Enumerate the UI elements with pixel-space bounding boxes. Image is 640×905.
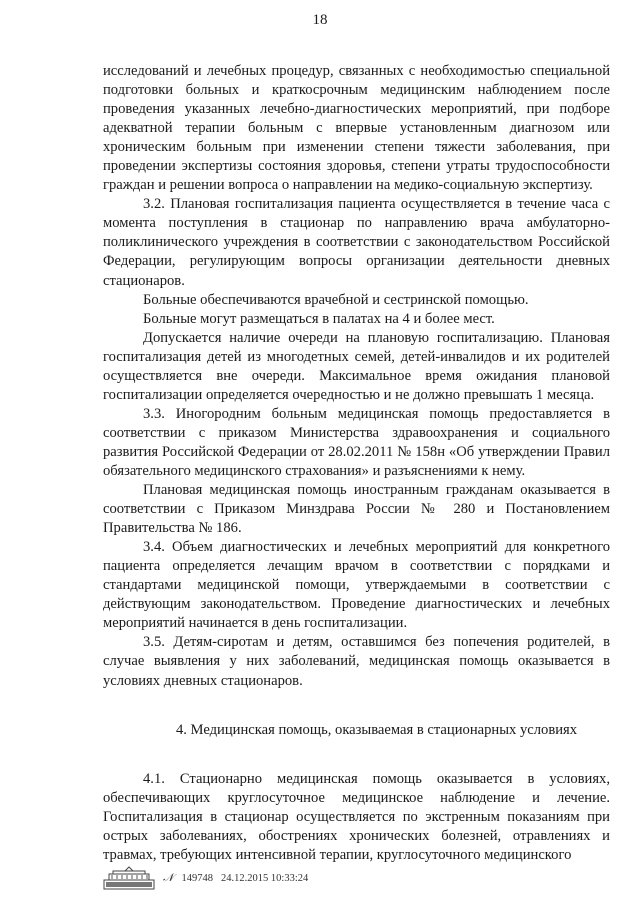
registry-stamp-image (103, 866, 155, 890)
footer-timestamp: 24.12.2015 10:33:24 (221, 872, 309, 884)
paragraph-foreign-citizens: Плановая медицинская помощь иностранным гражданам оказывается в соответствии с Приказом Минздрава России № 280 и Постановлением Правительства № 186. (103, 482, 610, 537)
document-body (103, 62, 610, 865)
document-footer (103, 866, 308, 890)
paragraph-intro: исследований и лечебных процедур, связанных с необходимостью специальной подготовки больных и краткосрочным медицинским наблюдением после проведения указанных лечебно-диагностических мероприятий, при подборе адекватной терапии больным с впервые установленным диагнозом или хроническим больным при изменении степени тяжести заболевания, при проведении экспертизы состояния здоровья, степени утраты трудоспособности граждан и решении вопроса о направлении на медико-социальную экспертизу. (103, 63, 610, 194)
paragraph-3-3: 3.3. Иногородним больным медицинская помощь предоставляется в соответствии с приказом Министерства здравоохранения и социального развития Российской Федерации от 28.02.2011 № 158н «Об утверждении Правил обязательного медицинского страхования» и разъяснениями к нему. (103, 405, 610, 479)
paragraph-3-2: 3.2. Плановая госпитализация пациента осуществляется в течение часа с момента поступления в стационар по направлению врача амбулаторно-поликлинического учреждения в соответствии с законодательством Российской Федерации, регулирующим вопросы организации деятельности дневных стационаров. (103, 196, 610, 289)
section-heading: 4. Медицинская помощь, оказываемая в стационарных условиях (175, 721, 578, 738)
paragraph-care-provided: Больные обеспечиваются врачебной и сестринской помощью. (143, 291, 529, 308)
page-number: 18 (312, 12, 328, 28)
paragraph-4-1: 4.1. Стационарно медицинская помощь оказывается в условиях, обеспечивающих круглосуточное медицинское наблюдение и лечение. Госпитализация в стационар осуществляется по экстренным показаниям при острых заболеваниях, обострениях хронических болезней, отравлениях и травмах, требующих интенсивной терапии, круглосуточного медицинского (103, 770, 610, 863)
paragraph-3-4: 3.4. Объем диагностических и лечебных мероприятий для конкретного пациента определяется лечащим врачом в соответствии с порядками и стандартами медицинской помощи, утверждаемыми в соответствии с действующим законодательством. Проведение диагностических и лечебных мероприятий начинается в день госпитализации. (103, 539, 610, 632)
pen-signature-icon: 𝒩 (163, 871, 174, 884)
footer-doc-id: 149748 (181, 872, 214, 884)
paragraph-ward-capacity: Больные могут размещаться в палатах на 4 и более мест. (143, 310, 495, 327)
paragraph-3-5: 3.5. Детям-сиротам и детям, оставшимся без попечения родителей, в случае выявления у них заболеваний, медицинская помощь оказывается в условиях дневных стационаров. (103, 634, 610, 689)
paragraph-queue: Допускается наличие очереди на плановую госпитализацию. Плановая госпитализация детей из многодетных семей, детей-инвалидов и их родителей осуществляется вне очереди. Максимальное время ожидания плановой госпитализации определяется очередностью и не должно превышать 1 месяца. (103, 329, 610, 403)
